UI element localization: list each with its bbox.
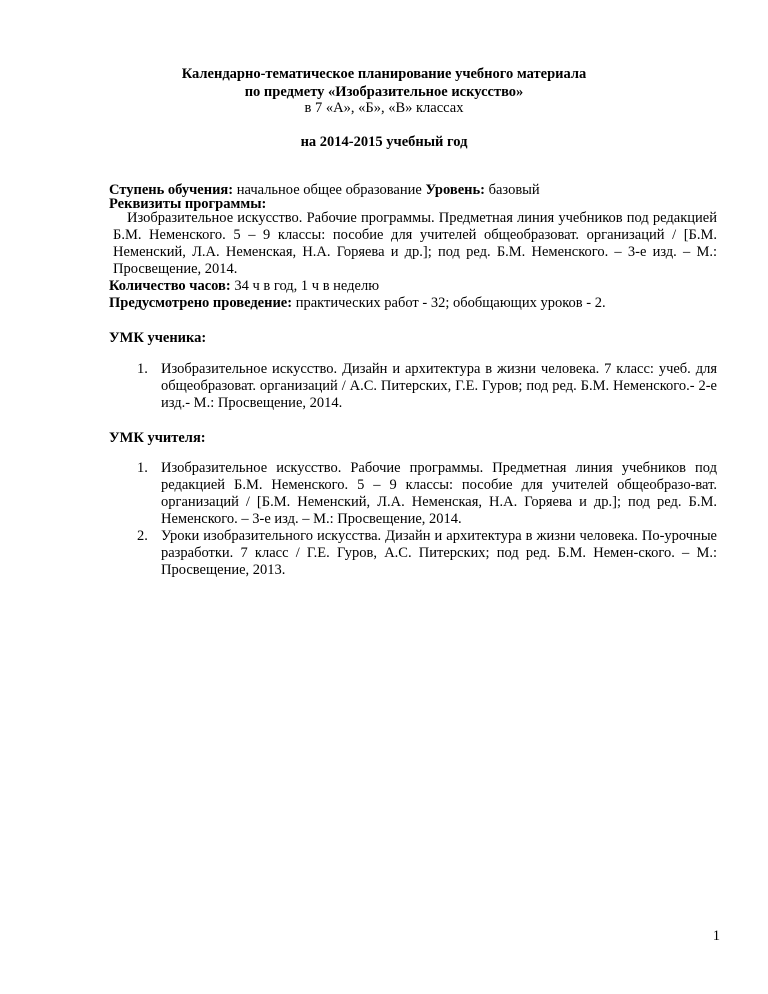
list-item-number: 1. xyxy=(137,361,148,377)
page-number: 1 xyxy=(712,928,720,944)
hours-label: Количество часов: xyxy=(109,278,231,294)
planned-line xyxy=(109,295,717,312)
title-line-1: Календарно-тематическое планирование учебного материала xyxy=(181,66,587,82)
hours-line xyxy=(109,278,717,295)
level-label: Ступень обучения: xyxy=(109,182,234,198)
umk-student-heading: УМК ученика: xyxy=(109,330,207,346)
list-item-number: 1. xyxy=(137,460,148,476)
requisites-text: Изобразительное искусство. Рабочие программы. Предметная линия учебников под редакцией Б.М. Неменского. 5 – 9 классы: пособие для учителей общеобразоват. организаций / [Б.М. Неменский, Л.А. Неменская, Н.А. Горяева и др.]; под ред. Б.М. Неменского. – 3-е изд. – М.: Просвещение, 2014. xyxy=(113,210,717,277)
list-item-text: Уроки изобразительного искусства. Дизайн и архитектура в жизни человека. По-урочные разработки. 7 класс / Г.Е. Гуров, А.С. Питерских; под ред. Б.М. Немен-ского. – М.: Просвещение, 2013. xyxy=(161,528,717,578)
planned-value: практических работ - 32; обобщающих уроков - 2. xyxy=(292,295,606,311)
academic-year: на 2014-2015 учебный год xyxy=(300,134,468,150)
grade-value: базовый xyxy=(484,182,540,198)
title-line-3: в 7 «А», «Б», «В» классах xyxy=(304,100,464,116)
planned-label: Предусмотрено проведение: xyxy=(109,295,293,311)
hours-value: 34 ч в год, 1 ч в неделю xyxy=(230,278,380,294)
requisites-label: Реквизиты программы: xyxy=(109,196,267,212)
list-item-text: Изобразительное искусство. Дизайн и архитектура в жизни человека. 7 класс: учеб. для общеобразоват. организаций / А.С. Питерских, Г.Е. Гуров; под ред. Б.М. Неменского.- 2-е изд.- М.: Просвещение, 2014. xyxy=(161,361,717,411)
umk-teacher-heading: УМК учителя: xyxy=(109,430,206,446)
grade-label: Уровень: xyxy=(425,182,485,198)
level-value: начальное общее образование xyxy=(233,182,426,198)
title-line-2: по предмету «Изобразительное искусство» xyxy=(244,84,524,100)
list-item-number: 2. xyxy=(137,528,148,544)
list-item-text: Изобразительное искусство. Рабочие программы. Предметная линия учебников под редакцией Б.М. Неменского. 5 – 9 классы: пособие для учителей общеобразо-ват. организаций / [Б.М. Неменский, Л.А. Неменская, Н.А. Горяева и др.]; под ред. Б.М. Неменского. – 3-е изд. – М.: Просвещение, 2014. xyxy=(161,460,717,527)
